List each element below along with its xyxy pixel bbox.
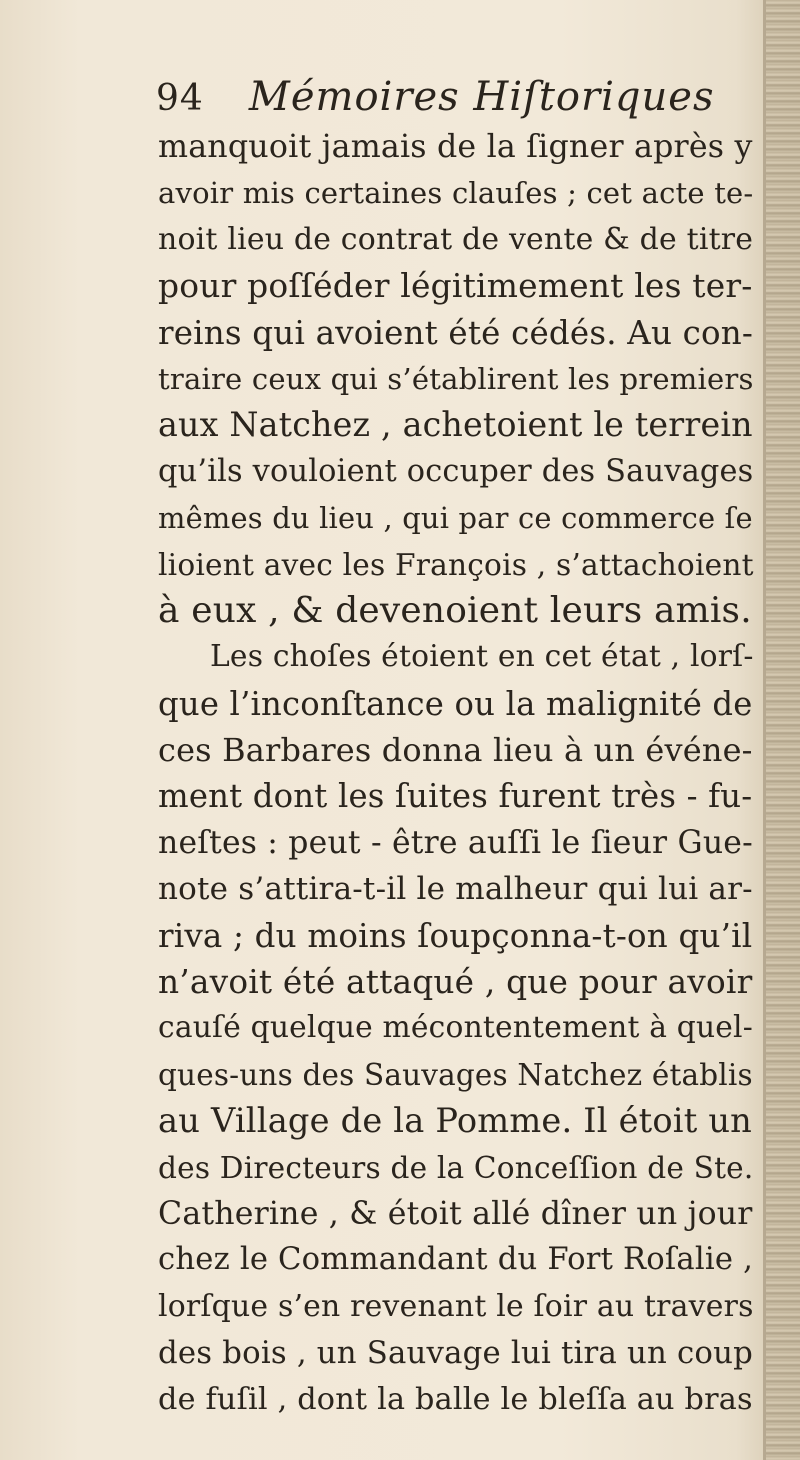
text-line: note s’attira-t-il le malheur qui lui ar- — [158, 871, 753, 908]
text-line: traire ceux qui s’établirent les premiers — [158, 361, 754, 396]
text-line: ment dont les ſuites furent très - fu- — [158, 777, 753, 816]
text-line: de fuſil , dont la balle le bleſſa au bras — [158, 1381, 753, 1417]
text-line: des Directeurs de la Conceſſion de Ste. — [158, 1150, 754, 1185]
text-line: n’avoit été attaqué , que pour avoir — [158, 963, 753, 1002]
page-header — [156, 74, 756, 124]
text-line: cauſé quelque mécontentement à quel- — [158, 1010, 753, 1046]
page-number: 94 — [156, 78, 204, 119]
text-line: à eux , & devenoient leurs amis. — [158, 589, 752, 631]
text-line: Catherine , & étoit allé dîner un jour — [158, 1195, 753, 1232]
text-line: que l’inconſtance ou la malignité de — [158, 684, 753, 723]
text-line: mêmes du lieu , qui par ce commerce ſe — [158, 501, 753, 536]
text-line: noit lieu de contrat de vente & de titre — [158, 221, 754, 257]
text-line: des bois , un Sauvage lui tira un coup — [158, 1335, 753, 1372]
text-line: lioient avec les François , s’attachoient — [158, 547, 754, 582]
body-text — [158, 124, 758, 1423]
text-line: chez le Commandant du Fort Roſalie , — [158, 1242, 754, 1278]
text-line: au Village de la Pomme. Il étoit un — [158, 1101, 753, 1141]
running-title: Mémoires Hiſtoriques — [248, 74, 715, 120]
text-line: lorſque s’en revenant le ſoir au travers — [158, 1288, 754, 1324]
text-line: qu’ils vouloient occuper des Sauvages — [158, 453, 754, 489]
text-line: neſtes : peut - être auſſi le ſieur Gue- — [158, 824, 753, 861]
text-line: aux Natchez , achetoient le terrein — [158, 405, 753, 445]
text-line: Les choſes étoient en cet état , lorſ- — [210, 639, 754, 675]
text-line: pour poſſéder légitimement les ter- — [158, 266, 753, 306]
page-edge — [766, 0, 800, 1460]
text-line: manquoit jamais de la ſigner après y — [158, 129, 753, 165]
text-line: ques-uns des Sauvages Natchez établis — [158, 1057, 753, 1092]
text-line: avoir mis certaines clauſes ; cet acte te- — [158, 176, 754, 211]
text-line: ces Barbares donna lieu à un événe- — [158, 731, 753, 770]
text-line: reins qui avoient été cédés. Au con- — [158, 313, 754, 352]
text-line: riva ; du moins ſoupçonna-t-on qu’il — [158, 916, 753, 955]
